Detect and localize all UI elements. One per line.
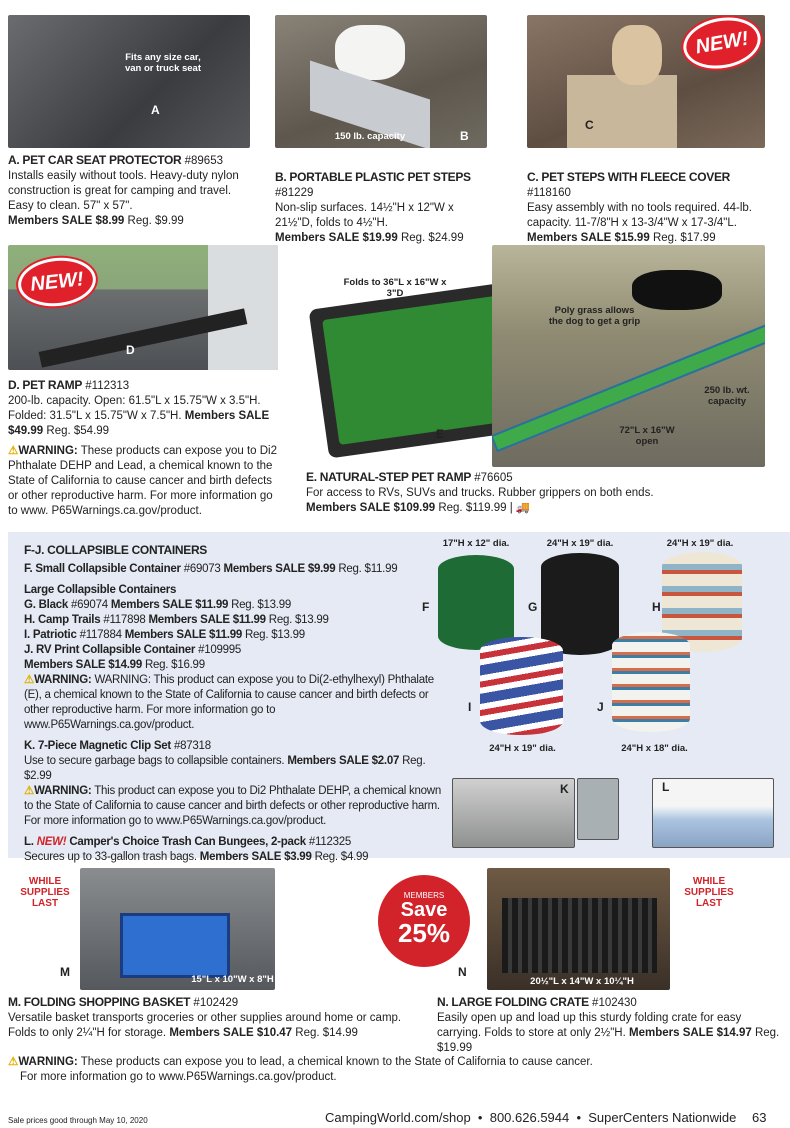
clip-image-k — [452, 778, 575, 848]
letter-d: D — [126, 343, 135, 357]
letter-c: C — [585, 118, 594, 132]
callout-a: Fits any size car, van or truck seat — [124, 52, 202, 74]
product-image-b — [275, 15, 487, 148]
save-25-badge: MEMBERS Save 25% — [378, 875, 470, 967]
dim-j: 24"H x 18" dia. — [621, 743, 688, 754]
clip-closeup-k — [577, 778, 619, 840]
footer-disclaimer: Sale prices good through May 10, 2020 — [8, 1116, 148, 1125]
product-e-text: E. NATURAL-STEP PET RAMP #76605 For access to RVs, SUVs and trucks. Rubber grippers on both ends. Members SALE $109.99 Reg. $119.99 | 🚚 — [306, 470, 654, 514]
product-image-m — [80, 868, 275, 990]
product-a-text: A. PET CAR SEAT PROTECTOR #89653 Installs easily without tools. Heavy-duty nylon construction is great for camping and travel. Easy to clean. 57" x 57". Members SALE $8.99 Reg. $9.99 — [8, 153, 239, 227]
callout-e-capacity: 250 lb. wt. capacity — [704, 385, 750, 407]
letter-k: K — [560, 782, 569, 796]
while-supplies-last-m: WHILE SUPPLIES LAST — [20, 876, 70, 909]
callout-e-open: 72"L x 16"W open — [619, 425, 675, 447]
letter-n: N — [458, 965, 467, 979]
warning-icon: ⚠ — [8, 1056, 19, 1068]
letter-e: E — [436, 427, 445, 441]
letter-i: I — [468, 700, 472, 714]
page-number: 63 — [752, 1110, 767, 1125]
callout-e-fold: Folds to 36"L x 16"W x 3"D — [343, 277, 447, 299]
new-badge-d: NEW! — [16, 254, 99, 310]
product-image-a — [8, 15, 250, 148]
letter-g: G — [528, 600, 538, 614]
letter-a: A — [151, 103, 160, 117]
letter-h: H — [652, 600, 661, 614]
letter-b: B — [460, 129, 469, 143]
product-image-n — [487, 868, 670, 990]
product-m-text: M. FOLDING SHOPPING BASKET #102429 Versatile basket transports groceries or other supplies around home or camp. Folds to only 2¼"H for storage. Members SALE $10.47 Reg. $14.99 — [8, 995, 402, 1039]
warning-icon: ⚠ — [8, 445, 19, 457]
warning-icon: ⚠ — [24, 785, 35, 797]
container-image-i — [480, 637, 563, 735]
warning-icon: ⚠ — [24, 674, 35, 686]
letter-m: M — [60, 965, 70, 979]
dim-f: 17"H x 12" dia. — [442, 538, 510, 549]
footer-contact: CampingWorld.com/shop • 800.626.5944 • SuperCenters Nationwide — [325, 1110, 737, 1125]
dim-n: 20½"L x 14"W x 10¼"H — [530, 976, 634, 987]
product-image-e-photo — [492, 245, 765, 467]
containers-text: F-J. COLLAPSIBLE CONTAINERS F. Small Collapsible Container #69073 Members SALE $9.99 Reg. $11.99 Large Collapsible Containers G. Black #69074 Members SALE $11.99 Reg. $13.99 H. Camp Trails #117898 Members SALE $11.99 Reg. $13.99 I. Patriotic #117884 Members SALE $11.99 Reg. $13.99 J. RV Print Collapsible Container #109995 Members SALE $14.99 Reg. $16.99 ⚠WARNING: WARNING: This product can expose you to Di(2-ethylhexyl) Phthalate (E), a chemical known to the State of California to cause cancer and birth defects or other reproductive harm. For more information go to www.P65Warnings.ca.gov/product. K. 7-Piece Magnetic Clip Set #87318 Use to secure garbage bags to collapsible containers. Members SALE $2.07 Reg. $2.99 ⚠WARNING: This product can expose you to Di2 Phthalate DEHP, a chemical known to the State of California to cause cancer and birth defects or other reproductive harm. For more information go to www.P65Warnings.ca.gov/product. L. NEW! Camper's Choice Trash Can Bungees, 2-pack #112325 Secures up to 33-gallon trash bags. Members SALE $3.99 Reg. $4.99 — [24, 543, 441, 863]
letter-l: L — [662, 780, 670, 794]
product-d-text: D. PET RAMP #112313 200-lb. capacity. Open: 61.5"L x 15.75"W x 3.5"H. Folded: 31.5"L x 15.75"W x 7.5"H. Members SALE $49.99 Reg. $54.99 ⚠WARNING: These products can expose you to Di2 Phthalate DEHP and Lead, a chemical known to the State of California to cause cancer and birth defects or other reproductive harm. For more information go to www. P65Warnings.ca.gov/product. — [8, 378, 277, 517]
container-image-g — [541, 553, 619, 655]
dim-g: 24"H x 19" dia. — [546, 538, 614, 549]
product-b-text: B. PORTABLE PLASTIC PET STEPS #81229 Non-slip surfaces. 14½"H x 12"W x 21½"D, folds to 4½"H. Members SALE $19.99 Reg. $24.99 — [275, 170, 471, 244]
callout-e-grass: Poly grass allows the dog to get a grip — [548, 305, 641, 327]
truck-shipping-icon: 🚚 — [515, 502, 531, 514]
new-badge-c: NEW! — [679, 12, 764, 75]
product-n-text: N. LARGE FOLDING CRATE #102430 Easily open up and load up this sturdy folding crate for easy carrying. Folds to store at only 2½"H. Members SALE $14.97 Reg. $19.99 — [437, 995, 780, 1054]
product-c-text: C. PET STEPS WITH FLEECE COVER #118160 Easy assembly with no tools required. 44-lb. capacity. 11-7/8"H x 13-3/4"W x 17-3/4"L. Members SALE $15.99 Reg. $17.99 — [527, 170, 752, 244]
bottom-warning: ⚠WARNING: These products can expose you to lead, a chemical known to the State of California to cause cancer. For more information go to www.P65Warnings.ca.gov/product. — [8, 1056, 593, 1083]
bungee-image-l — [652, 778, 774, 848]
while-supplies-last-n: WHILE SUPPLIES LAST — [684, 876, 734, 909]
container-image-f — [438, 555, 514, 650]
letter-j: J — [597, 700, 604, 714]
dim-h: 24"H x 19" dia. — [666, 538, 734, 549]
callout-b: 150 lb. capacity — [334, 131, 406, 142]
dim-i: 24"H x 19" dia. — [489, 743, 556, 754]
dim-m: 15"L x 10"W x 8"H — [191, 974, 274, 985]
letter-f: F — [422, 600, 430, 614]
container-image-j — [612, 632, 690, 732]
